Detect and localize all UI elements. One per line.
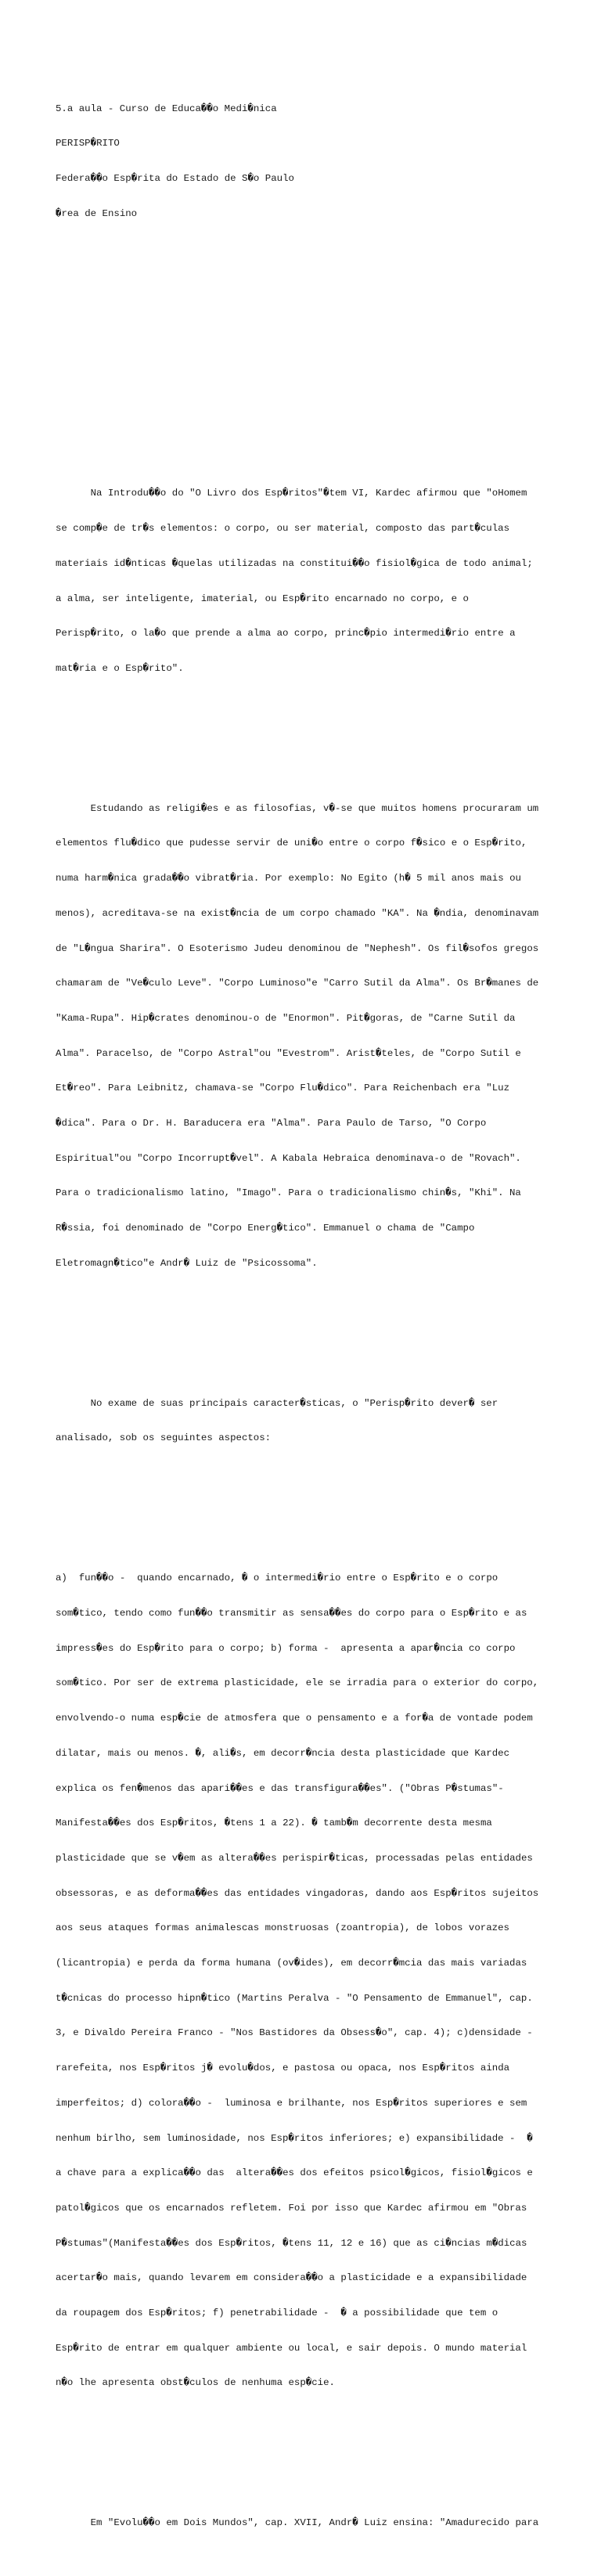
blank-line	[56, 278, 556, 290]
text-line: mat�ria e o Esp�rito".	[56, 662, 184, 674]
text-line: Eletromagn�tico"e Andr� Luiz de "Psicossoma".	[56, 1257, 318, 1269]
text-line: "Kama-Rupa". Hip�crates denominou-o de "Enormon". Pit�goras, de "Carne Sutil da	[56, 1012, 516, 1024]
blank-line	[56, 348, 556, 360]
text-line: analisado, sob os seguintes aspectos:	[56, 1432, 272, 1444]
paragraph-introduction	[56, 465, 556, 698]
text-line: chamaram de "Ve�culo Leve". "Corpo Luminoso"e "Carro Sutil da Alma". Os Br�manes de	[56, 978, 539, 989]
organization-name: Federa��o Esp�rita do Estado de S�o Paulo	[56, 173, 294, 185]
text-line: aos seus ataques formas animalescas monstruosas (zoantropia), de lobos vorazes	[56, 1922, 509, 1934]
blank-line	[56, 418, 556, 430]
text-line: n�o lhe apresenta obst�culos de nenhuma esp�cie.	[56, 2377, 335, 2389]
text-line: P�stumas"(Manifesta��es dos Esp�ritos, �tens 11, 12 e 16) que as ci�ncias m�dicas	[56, 2237, 527, 2249]
text-line: Manifesta��es dos Esp�ritos, �tens 1 a 22). � tamb�m decorrente desta mesma	[56, 1818, 492, 1829]
paragraph-aspects	[56, 1549, 556, 2412]
text-line: obsessoras, e as deforma��es das entidades vingadoras, dando aos Esp�ritos sujeitos	[56, 1887, 539, 1899]
blank-line	[56, 1328, 556, 1339]
blank-line	[56, 1503, 556, 1515]
text-line: som�tico. Por ser de extrema plasticidade, ele se irradia para o exterior do corpo,	[56, 1677, 539, 1689]
text-line: Em "Evolu��o em Dois Mundos", cap. XVII, Andr� Luiz ensina: "Amadurecido para	[56, 2517, 539, 2529]
paragraph-religions	[56, 780, 556, 1293]
text-line: No exame de suas principais caracter�sticas, o "Perisp�rito dever� ser	[56, 1397, 498, 1409]
blank-line	[56, 383, 556, 395]
text-line: de "L�ngua Sharira". O Esoterismo Judeu denominou de "Nephesh". Os fil�sofos gregos	[56, 942, 539, 954]
document-text	[56, 56, 556, 2576]
text-line: Para o tradicionalismo latino, "Imago". Para o tradicionalismo chin�s, "Khi". Na	[56, 1187, 521, 1199]
text-line: dilatar, mais ou menos. �, ali�s, em decorr�ncia desta plasticidade que Kardec	[56, 1747, 510, 1759]
text-line: Et�reo". Para Leibnitz, chamava-se "Corpo Flu�dico". Para Reichenbach era "Luz	[56, 1083, 510, 1094]
paragraph-evolution	[56, 2494, 556, 2553]
text-line: patol�gicos que os encarnados refletem. Foi por isso que Kardec afirmou em "Obras	[56, 2202, 527, 2214]
text-line: Estudando as religi�es e as filosofias, v�-se que muitos homens procuraram um	[56, 802, 539, 814]
blank-line	[56, 313, 556, 325]
text-line: a alma, ser inteligente, imaterial, ou Esp�rito encarnado no corpo, e o	[56, 593, 469, 604]
text-line: a chave para a explica��o das altera��es dos efeitos psicol�gicos, fisiol�gicos e	[56, 2167, 533, 2179]
text-line: menos), acreditava-se na exist�ncia de um corpo chamado "KA". Na �ndia, denominavam	[56, 907, 539, 919]
blank-line	[56, 2448, 556, 2459]
text-line: acertar�o mais, quando levarem em considera��o a plasticidade e a expansibilidade	[56, 2272, 527, 2284]
text-line: numa harm�nica grada��o vibrat�ria. Por exemplo: No Egito (h� 5 mil anos mais ou	[56, 873, 521, 884]
text-line: Na Introdu��o do "O Livro dos Esp�ritos"�tem VI, Kardec afirmou que "oHomem	[56, 488, 527, 499]
text-line: R�ssia, foi denominado de "Corpo Energ�tico". Emmanuel o chama de "Campo	[56, 1223, 475, 1234]
text-line: da roupagem dos Esp�ritos; f) penetrabilidade - � a possibilidade que tem o	[56, 2308, 498, 2319]
text-line: som�tico, tendo como fun��o transmitir as sensa��es do corpo para o Esp�rito e as	[56, 1607, 527, 1619]
text-line: �dica". Para o Dr. H. Baraducera era "Alma". Para Paulo de Tarso, "O Corpo	[56, 1118, 487, 1129]
text-line: 3, e Divaldo Pereira Franco - "Nos Bastidores da Obsess�o", cap. 4); c)densidade -	[56, 2027, 533, 2039]
text-line: Espiritual"ou "Corpo Incorrupt�vel". A Kabala Hebraica denominava-o de "Rovach".	[56, 1152, 521, 1164]
text-line: se comp�e de tr�s elementos: o corpo, ou ser material, composto das part�culas	[56, 523, 510, 535]
document-title: PERISP�RITO	[56, 138, 120, 150]
text-line: envolvendo-o numa esp�cie de atmosfera que o pensamento e a for�a de vontade podem	[56, 1713, 533, 1724]
paragraph-characteristics	[56, 1374, 556, 1468]
text-line: explica os fen�menos das apari��es e das transfigura��es". ("Obras P�stumas"-	[56, 1782, 504, 1794]
text-line: Perisp�rito, o la�o que prende a alma ao corpo, princ�pio intermedi�rio entre a	[56, 628, 516, 639]
blank-line	[56, 733, 556, 744]
text-line: rarefeita, nos Esp�ritos j� evolu�dos, e pastosa ou opaca, nos Esp�ritos ainda	[56, 2063, 510, 2074]
document-header	[56, 80, 556, 243]
text-line: plasticidade que se v�em as altera��es perispir�ticas, processadas pelas entidades	[56, 1852, 533, 1864]
text-line: imperfeitos; d) colora��o - luminosa e brilhante, nos Esp�ritos superiores e sem	[56, 2097, 527, 2109]
text-line: materiais id�nticas �quelas utilizadas na constitui��o fisiol�gica de todo animal;	[56, 557, 533, 569]
text-line: t�cnicas do processo hipn�tico (Martins Peralva - "O Pensamento de Emmanuel", cap.	[56, 1992, 533, 2004]
text-line: Esp�rito de entrar em qualquer ambiente ou local, e sair depois. O mundo material	[56, 2342, 527, 2354]
department-name: �rea de Ensino	[56, 207, 138, 219]
text-line: a) fun��o - quando encarnado, � o intermedi�rio entre o Esp�rito e o corpo	[56, 1573, 498, 1584]
text-line: impress�es do Esp�rito para o corpo; b) forma - apresenta a apar�ncia co corpo	[56, 1642, 516, 1654]
text-line: Alma". Paracelso, de "Corpo Astral"ou "Evestrom". Arist�teles, de "Corpo Sutil e	[56, 1047, 521, 1059]
text-line: elementos flu�dico que pudesse servir de uni�o entre o corpo f�sico e o Esp�rito,	[56, 838, 527, 849]
text-line: nenhum birlho, sem luminosidade, nos Esp�ritos inferiores; e) expansibilidade - �	[56, 2132, 533, 2144]
text-line: (licantropia) e perda da forma humana (ov�ides), em decorr�mcia das mais variadas	[56, 1958, 527, 1969]
course-title: 5.a aula - Curso de Educa��o Medi�nica	[56, 103, 277, 114]
